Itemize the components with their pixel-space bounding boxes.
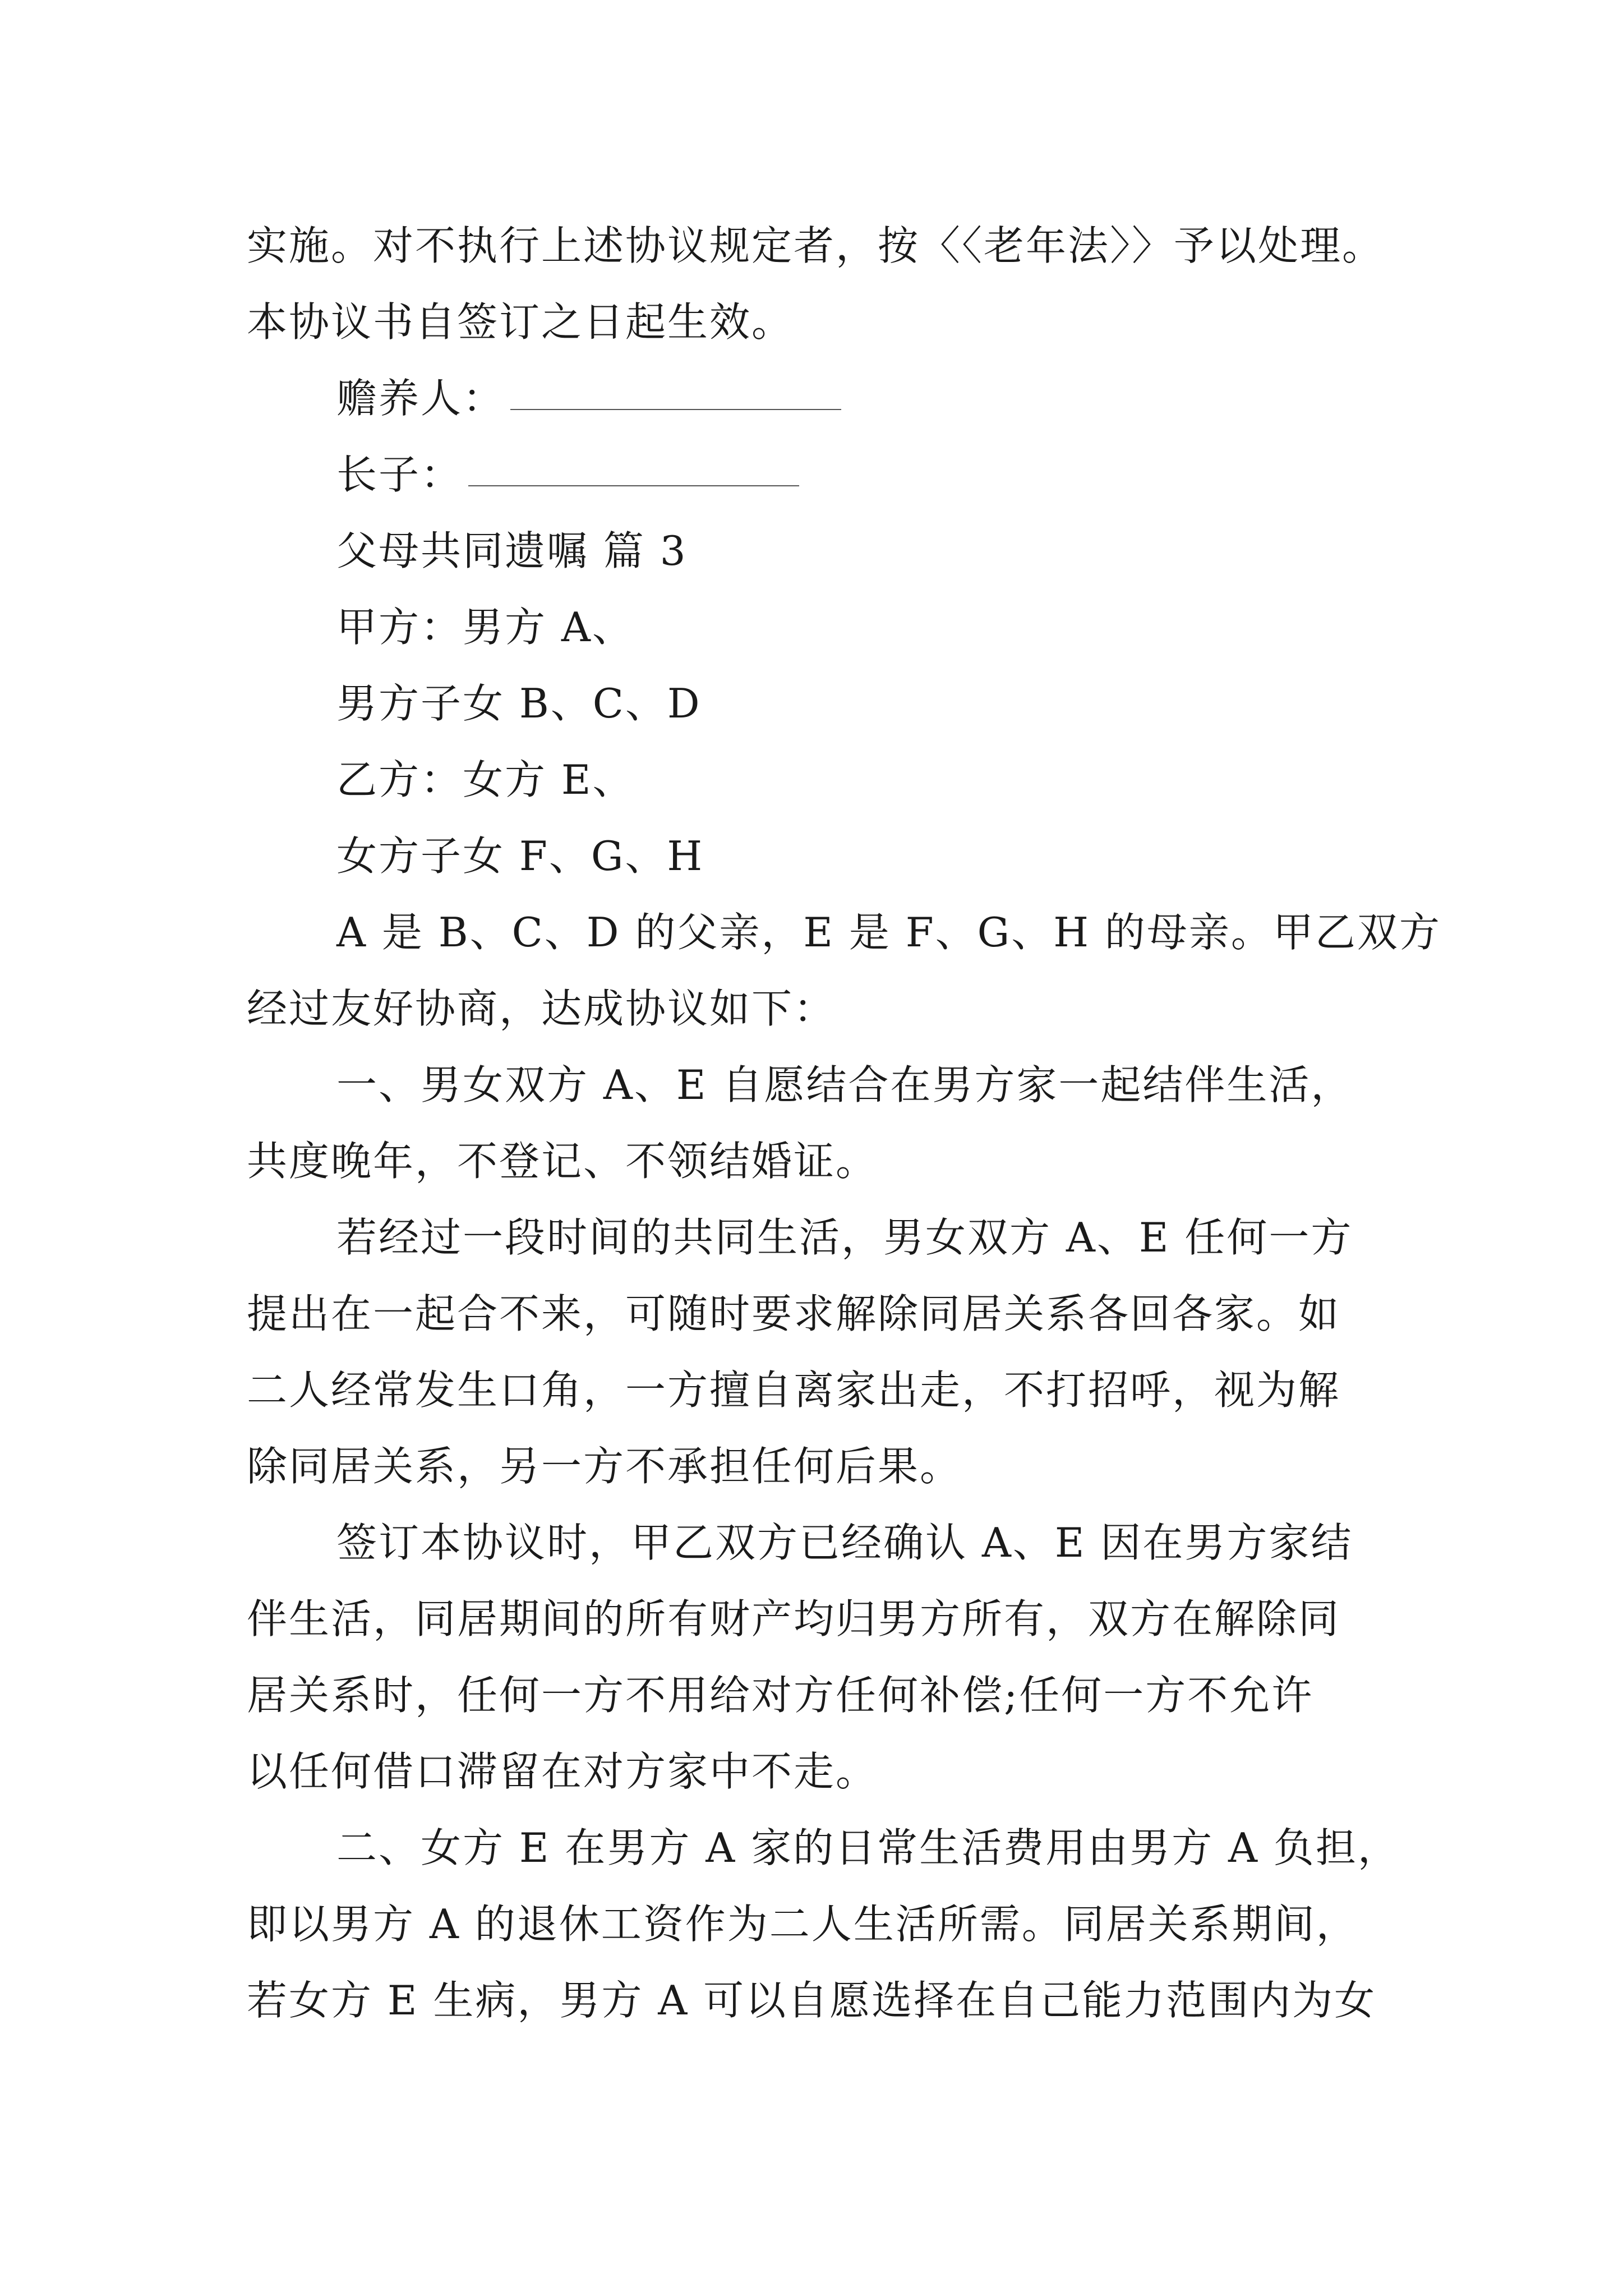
line-text: 共度晚年，不登记、不领结婚证。 xyxy=(247,1138,878,1185)
line-text: 提出在一起合不来，可随时要求解除同居关系各回各家。如 xyxy=(247,1290,1341,1337)
line-text: 若女方 E 生病，男方 A 可以自愿选择在自己能力范围内为女 xyxy=(247,1977,1377,2024)
line-text: 乙方：女方 E、 xyxy=(336,756,635,803)
line-text: 居关系时，任何一方不用给对方任何补偿;任何一方不允许 xyxy=(247,1672,1314,1719)
text-line xyxy=(247,894,1441,970)
signature-blank xyxy=(510,409,841,410)
line-text: 经过友好协商，达成协议如下： xyxy=(247,985,836,1032)
text-line xyxy=(247,284,1396,360)
text-line xyxy=(247,1504,1396,1581)
text-line xyxy=(247,1733,1396,1810)
line-text: 实施。对不执行上述协议规定者，按〈〈老年法〉〉予以处理。 xyxy=(247,222,1385,269)
text-line xyxy=(247,1123,1396,1199)
text-line xyxy=(247,1428,1396,1504)
text-line xyxy=(247,1352,1396,1428)
text-line xyxy=(247,1047,1396,1123)
signature-line-supporter xyxy=(247,360,1396,436)
text-line xyxy=(247,1962,1396,2039)
text-line xyxy=(247,1657,1396,1733)
signature-blank xyxy=(468,485,799,486)
document-body xyxy=(247,208,1441,2039)
text-line xyxy=(247,208,1396,284)
line-text: 本协议书自签订之日起生效。 xyxy=(247,298,794,346)
text-line xyxy=(247,1276,1396,1352)
line-text: 二人经常发生口角，一方擅自离家出走，不打招呼，视为解 xyxy=(247,1366,1341,1414)
line-text: 长子： xyxy=(336,451,463,498)
line-text: 若经过一段时间的共同生活，男女双方 A、E 任何一方 xyxy=(336,1214,1353,1261)
line-text: 甲方：男方 A、 xyxy=(336,604,634,651)
text-line xyxy=(247,1810,1400,1886)
text-line xyxy=(247,818,1396,894)
text-line xyxy=(247,589,1396,665)
heading-text: 父母共同遗嘱 篇 3 xyxy=(336,527,688,574)
line-text: 除同居关系，另一方不承担任何后果。 xyxy=(247,1443,962,1490)
line-text: 即以男方 A 的退休工资作为二人生活所需。同居关系期间， xyxy=(247,1901,1358,1948)
line-text: 签订本协议时，甲乙双方已经确认 A、E 因在男方家结 xyxy=(336,1519,1353,1566)
text-line xyxy=(247,970,1396,1047)
text-line xyxy=(247,1886,1396,1962)
line-text: 一、男女双方 A、E 自愿结合在男方家一起结伴生活， xyxy=(336,1061,1353,1108)
line-text: 以任何借口滞留在对方家中不走。 xyxy=(247,1748,878,1795)
text-line xyxy=(247,1199,1396,1276)
line-text: 赡养人： xyxy=(336,375,505,422)
line-text: A 是 B、C、D 的父亲，E 是 F、G、H 的母亲。甲乙双方 xyxy=(336,909,1441,956)
line-text: 二、女方 E 在男方 A 家的日常生活费用由男方 A 负担， xyxy=(336,1824,1400,1871)
line-text: 女方子女 F、G、H xyxy=(336,832,704,880)
text-line xyxy=(247,1581,1396,1657)
signature-line-eldest-son xyxy=(247,436,1396,513)
text-line xyxy=(247,742,1396,818)
line-text: 男方子女 B、C、D xyxy=(336,680,702,727)
text-line xyxy=(247,665,1396,742)
line-text: 伴生活，同居期间的所有财产均归男方所有，双方在解除同 xyxy=(247,1595,1341,1642)
section-heading xyxy=(247,513,1396,589)
